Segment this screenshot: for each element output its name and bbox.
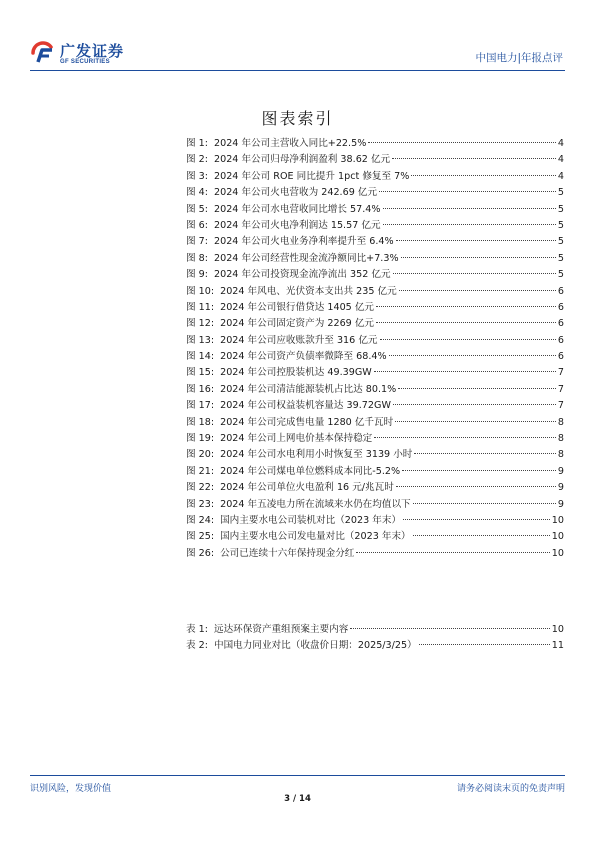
figure-index-entry-label: 图 2: — [186, 154, 208, 166]
figure-index-entry[interactable] — [186, 300, 564, 316]
figure-index-entry-title: 2024 年公司主营收入同比+22.5% — [213, 138, 367, 149]
figure-index-entry[interactable] — [186, 234, 564, 250]
figure-index-entry-leader — [380, 339, 556, 340]
figure-index-entry-leader — [392, 158, 556, 159]
figure-index-entry-page: 4 — [557, 154, 564, 166]
figure-index-entry-title: 2024 年公司应收账款升至 316 亿元 — [220, 334, 378, 346]
figure-index-entry-title: 2024 年公司经营性现金流净额同比+7.3% — [213, 252, 399, 264]
figure-index-entry[interactable] — [186, 480, 564, 496]
figure-index-entry-label: 图 11: — [186, 301, 215, 313]
table-index-entry-title: 中国电力同业对比（收盘价日期：2025/3/25） — [213, 640, 417, 652]
figure-index-entry-page: 5 — [557, 219, 564, 231]
figure-index-entry-page: 5 — [557, 252, 564, 264]
figure-index-entry-label: 图 12: — [186, 318, 215, 330]
figure-index-entry-label: 图 23: — [186, 498, 215, 510]
figure-index-entry-leader — [383, 208, 556, 209]
table-index-entry-label: 表 1: — [186, 624, 208, 635]
figure-index-entry-title: 2024 年风电、光伏资本支出共 235 亿元 — [220, 285, 397, 297]
figure-index-entry-page: 10 — [551, 547, 564, 559]
figure-index-entry-title: 2024 年公司控股装机达 49.39GW — [220, 367, 372, 379]
figure-index-entry-title: 2024 年公司火电营收为 242.69 亿元 — [213, 187, 378, 199]
figure-index-entry[interactable] — [186, 349, 564, 365]
table-index-entry[interactable] — [186, 622, 564, 638]
figure-index-entry-leader — [398, 388, 556, 389]
figure-index-entry[interactable] — [186, 497, 564, 513]
figure-index-entry-title: 2024 年公司归母净利润盈利 38.62 亿元 — [213, 154, 391, 166]
figure-index-entry-leader — [414, 453, 556, 454]
figure-index-entry-leader — [395, 421, 556, 422]
header-divider — [30, 70, 565, 71]
figure-index-entry-leader — [396, 486, 556, 487]
figure-index-entry[interactable] — [186, 152, 564, 168]
figure-index-entry-title: 2024 年公司银行借贷达 1405 亿元 — [220, 301, 375, 313]
figure-index-entry-title: 2024 年公司资产负债率微降至 68.4% — [220, 351, 387, 363]
figure-index-entry-title: 2024 年公司火电净利润达 15.57 亿元 — [213, 219, 381, 231]
figure-index-entry-leader — [376, 322, 556, 323]
figure-index-entry-leader — [376, 306, 556, 307]
figure-index-entry-page: 9 — [557, 498, 564, 510]
figure-index-entry-page: 6 — [557, 301, 564, 313]
figure-index-entry-label: 图 25: — [186, 531, 215, 543]
figure-index-entry-label: 图 20: — [186, 449, 215, 461]
figure-index-entry[interactable] — [186, 185, 564, 201]
figure-index-entry-title: 2024 年公司 ROE 同比提升 1pct 修复至 7% — [213, 170, 410, 182]
figure-index-entry[interactable] — [186, 529, 564, 545]
figure-index-entry-leader — [393, 404, 556, 405]
figure-index-entry-label: 图 19: — [186, 433, 215, 445]
figure-index-entry-page: 8 — [557, 416, 564, 428]
figure-index-entry-leader — [402, 470, 556, 471]
figure-index-entry-page: 6 — [557, 318, 564, 330]
footer-slogan: 识别风险，发现价值 — [30, 784, 112, 794]
figure-index-entry-label: 图 15: — [186, 367, 215, 379]
figure-index-entry-label: 图 13: — [186, 334, 215, 346]
figure-index-entry[interactable] — [186, 316, 564, 332]
figure-index-list — [186, 136, 564, 562]
figure-index-entry-page: 10 — [551, 531, 564, 543]
figure-index-entry[interactable] — [186, 464, 564, 480]
figure-index-entry-title: 2024 年公司单位火电盈利 16 元/兆瓦时 — [220, 482, 394, 494]
figure-index-entry-title: 2024 年公司火电业务净利率提升至 6.4% — [213, 236, 394, 248]
figure-index-entry-page: 7 — [557, 400, 564, 412]
figure-index-entry[interactable] — [186, 513, 564, 529]
table-index-entry-page: 11 — [551, 640, 564, 652]
figure-index-entry-leader — [368, 142, 556, 143]
figure-index-entry-leader — [374, 371, 556, 372]
figure-index-entry-title: 2024 年公司权益装机容量达 39.72GW — [220, 400, 391, 412]
figure-index-entry-leader — [403, 519, 550, 520]
figure-index-entry[interactable] — [186, 218, 564, 234]
figure-index-entry-page: 10 — [551, 514, 564, 526]
figure-index-entry-label: 图 26: — [186, 547, 215, 559]
figure-index-entry-title: 2024 年公司水电营收同比增长 57.4% — [213, 203, 381, 215]
figure-index-entry-leader — [356, 552, 549, 553]
figure-index-entry[interactable] — [186, 546, 564, 562]
figure-index-entry-title: 2024 年公司投资现金流净流出 352 亿元 — [213, 269, 391, 281]
figure-index-entry[interactable] — [186, 365, 564, 381]
table-index-entry-leader — [350, 628, 549, 629]
figure-index-entry-title: 2024 年公司水电利用小时恢复至 3139 小时 — [220, 449, 413, 461]
figure-index-entry-label: 图 18: — [186, 416, 215, 428]
figure-index-entry-leader — [383, 224, 556, 225]
figure-index-entry-page: 4 — [557, 138, 564, 149]
figure-index-entry-title: 国内主要水电公司装机对比（2023 年末） — [220, 514, 402, 526]
figure-index-entry[interactable] — [186, 447, 564, 463]
figure-index-entry-page: 5 — [557, 236, 564, 248]
figure-index-entry-leader — [399, 290, 556, 291]
table-index-entry-page: 10 — [551, 624, 564, 635]
table-index-entry-title: 远达环保资产重组预案主要内容 — [213, 624, 349, 635]
figure-index-entry-title: 2024 年公司清洁能源装机占比达 80.1% — [220, 383, 397, 395]
figure-index-entry-leader — [389, 355, 556, 356]
figure-index-entry-page: 6 — [557, 285, 564, 297]
figure-index-entry-page: 7 — [557, 367, 564, 379]
figure-index-entry-page: 5 — [557, 269, 564, 281]
figure-index-entry-label: 图 22: — [186, 482, 215, 494]
figure-index-entry[interactable] — [186, 333, 564, 349]
figure-index-entry-leader — [393, 273, 556, 274]
page-title: 图表索引 — [261, 109, 334, 128]
figure-index-entry-page: 5 — [557, 187, 564, 199]
gf-logo-icon — [30, 40, 56, 66]
figure-index-entry[interactable] — [186, 284, 564, 300]
figure-index-entry-title: 国内主要水电公司发电量对比（2023 年末） — [220, 531, 411, 543]
figure-index-entry-title: 2024 年公司煤电单位燃料成本同比-5.2% — [220, 465, 401, 477]
figure-index-entry-label: 图 21: — [186, 465, 215, 477]
figure-index-entry[interactable] — [186, 251, 564, 267]
figure-index-entry-title: 公司已连续十六年保持现金分红 — [220, 547, 355, 559]
table-index-entry-leader — [419, 644, 550, 645]
figure-index-entry[interactable] — [186, 267, 564, 283]
figure-index-entry-page: 5 — [557, 203, 564, 215]
figure-index-entry[interactable] — [186, 169, 564, 185]
table-index-list — [186, 622, 564, 655]
figure-index-entry-label: 图 24: — [186, 514, 215, 526]
figure-index-entry[interactable] — [186, 415, 564, 431]
footer-divider — [30, 775, 565, 776]
figure-index-entry-page: 4 — [557, 170, 564, 182]
logo-english-text: GF SECURITIES — [60, 59, 110, 65]
figure-index-entry[interactable] — [186, 202, 564, 218]
figure-index-entry-label: 图 6: — [186, 219, 208, 231]
figure-index-entry-label: 图 14: — [186, 351, 215, 363]
figure-index-entry-label: 图 4: — [186, 187, 208, 199]
figure-index-entry-page: 8 — [557, 433, 564, 445]
figure-index-entry-page: 6 — [557, 334, 564, 346]
figure-index-entry-page: 9 — [557, 465, 564, 477]
figure-index-entry[interactable] — [186, 398, 564, 414]
figure-index-entry-label: 图 16: — [186, 383, 215, 395]
figure-index-entry-label: 图 8: — [186, 252, 208, 264]
figure-index-entry-page: 6 — [557, 351, 564, 363]
figure-index-entry-leader — [411, 175, 556, 176]
table-index-entry[interactable] — [186, 638, 564, 654]
figure-index-entry-page: 9 — [557, 482, 564, 494]
page-header — [30, 38, 565, 70]
logo-chinese-text: 广发证券 — [60, 42, 125, 60]
figure-index-entry-leader — [413, 535, 550, 536]
report-tag: 中国电力|年报点评 — [475, 52, 563, 64]
page-number: 3 / 14 — [284, 794, 311, 804]
figure-index-entry-leader — [396, 240, 556, 241]
company-logo — [30, 38, 170, 70]
table-index-entry-label: 表 2: — [186, 640, 208, 652]
figure-index-entry-label: 图 9: — [186, 269, 208, 281]
figure-index-entry-title: 2024 年公司固定资产为 2269 亿元 — [220, 318, 375, 330]
figure-index-entry-title: 2024 年公司上网电价基本保持稳定 — [220, 433, 373, 445]
figure-index-entry-page: 7 — [557, 383, 564, 395]
figure-index-entry[interactable] — [186, 431, 564, 447]
figure-index-entry-title: 2024 年五凌电力所在流域来水仍在均值以下 — [220, 498, 411, 510]
figure-index-entry-page: 8 — [557, 449, 564, 461]
figure-index-entry[interactable] — [186, 136, 564, 152]
figure-index-entry-leader — [413, 503, 556, 504]
figure-index-entry-label: 图 7: — [186, 236, 208, 248]
figure-index-entry-leader — [379, 191, 556, 192]
figure-index-entry-label: 图 10: — [186, 285, 215, 297]
figure-index-entry-title: 2024 年公司完成售电量 1280 亿千瓦时 — [220, 416, 394, 428]
figure-index-entry[interactable] — [186, 382, 564, 398]
figure-index-entry-leader — [374, 437, 556, 438]
footer-disclaimer: 请务必阅读末页的免责声明 — [456, 784, 565, 794]
figure-index-entry-label: 图 5: — [186, 203, 208, 215]
figure-index-entry-label: 图 1: — [186, 138, 208, 149]
figure-index-entry-label: 图 3: — [186, 170, 208, 182]
figure-index-entry-leader — [401, 257, 556, 258]
figure-index-entry-label: 图 17: — [186, 400, 215, 412]
